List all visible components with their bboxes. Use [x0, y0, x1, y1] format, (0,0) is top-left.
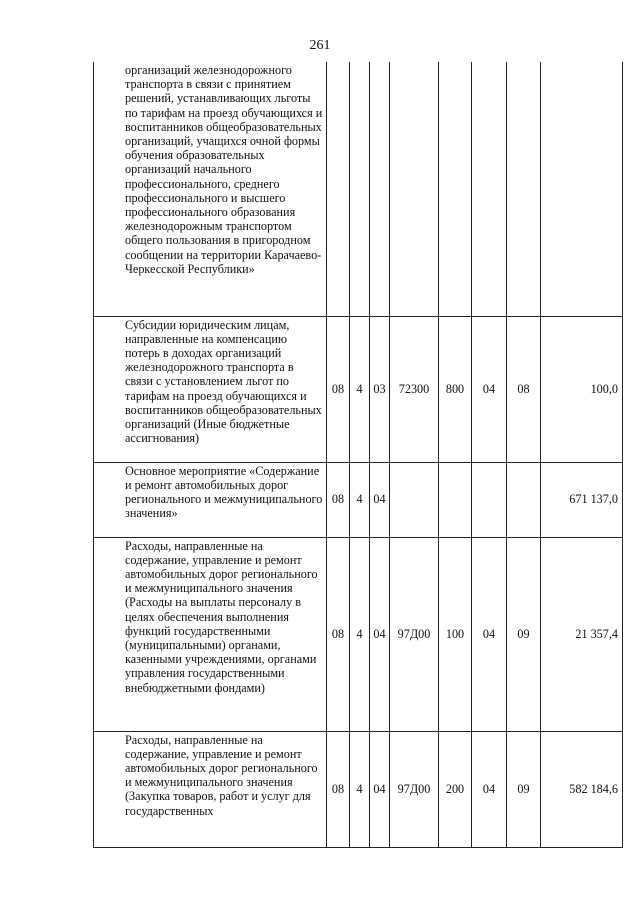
- row-code-1: 08: [327, 462, 350, 537]
- table-row: [94, 731, 623, 847]
- row-code-5: 200: [439, 731, 472, 847]
- row-code-5: 800: [439, 316, 472, 462]
- row-code-5: [439, 462, 472, 537]
- row-code-2: 4: [350, 316, 370, 462]
- row-amount: 671 137,0: [541, 462, 623, 537]
- row-code-7: 09: [507, 537, 541, 731]
- budget-table: [93, 62, 623, 848]
- row-code-7: 08: [507, 316, 541, 462]
- row-amount: 21 357,4: [541, 537, 623, 731]
- row-code-7: 09: [507, 731, 541, 847]
- row-code-6: [472, 462, 507, 537]
- row-code-4: [390, 462, 439, 537]
- row-description: Субсидии юридическим лицам, направленные на компенсацию потерь в доходах организаций железнодорожного транспорта в связи с установлением льгот по тарифам на проезд обучающихся и воспитанников общеобразовательных организаций (Иные бюджетные ассигнования): [94, 316, 327, 462]
- row-amount: 582 184,6: [541, 731, 623, 847]
- row-code-4: 97Д00: [390, 537, 439, 731]
- row-code-1: [327, 62, 350, 316]
- table-row: [94, 316, 623, 462]
- row-description: Основное мероприятие «Содержание и ремонт автомобильных дорог регионального и межмуниципального значения»: [94, 462, 327, 537]
- row-code-1: 08: [327, 316, 350, 462]
- row-code-2: 4: [350, 537, 370, 731]
- page-number: 261: [309, 38, 331, 53]
- row-code-3: 04: [370, 462, 390, 537]
- row-code-2: 4: [350, 462, 370, 537]
- row-code-3: [370, 62, 390, 316]
- row-code-7: [507, 62, 541, 316]
- row-amount: [541, 62, 623, 316]
- row-code-5: 100: [439, 537, 472, 731]
- row-description: организаций железнодорожного транспорта в связи с принятием решений, устанавливающих льготы по тарифам на проезд обучающихся и воспитанников общеобразовательных организаций, учащихся очной формы обучения образовательных организаций начального профессионального, среднего профессионального и высшего профессионального образования железнодорожным транспортом общего пользования в пригородном сообщении на территории Карачаево-Черкесской Республики»: [94, 62, 327, 316]
- row-code-3: 04: [370, 731, 390, 847]
- table-row: [94, 537, 623, 731]
- row-code-2: [350, 62, 370, 316]
- row-code-6: 04: [472, 316, 507, 462]
- table-row: [94, 62, 623, 316]
- row-description: Расходы, направленные на содержание, управление и ремонт автомобильных дорог регионального и межмуниципального значения (Расходы на выплаты персоналу в целях обеспечения выполнения функций государственными (муниципальными) органами, казенными учреждениями, органами управления государственными внебюджетными фондами): [94, 537, 327, 731]
- row-code-7: [507, 462, 541, 537]
- row-code-4: [390, 62, 439, 316]
- row-code-6: 04: [472, 731, 507, 847]
- row-amount: 100,0: [541, 316, 623, 462]
- row-code-6: [472, 62, 507, 316]
- row-code-6: 04: [472, 537, 507, 731]
- row-code-2: 4: [350, 731, 370, 847]
- row-code-1: 08: [327, 731, 350, 847]
- table-row: [94, 462, 623, 537]
- row-description: Расходы, направленные на содержание, управление и ремонт автомобильных дорог регионального и межмуниципального значения (Закупка товаров, работ и услуг для государственных: [94, 731, 327, 847]
- row-code-5: [439, 62, 472, 316]
- row-code-3: 03: [370, 316, 390, 462]
- row-code-3: 04: [370, 537, 390, 731]
- row-code-4: 97Д00: [390, 731, 439, 847]
- row-code-1: 08: [327, 537, 350, 731]
- row-code-4: 72300: [390, 316, 439, 462]
